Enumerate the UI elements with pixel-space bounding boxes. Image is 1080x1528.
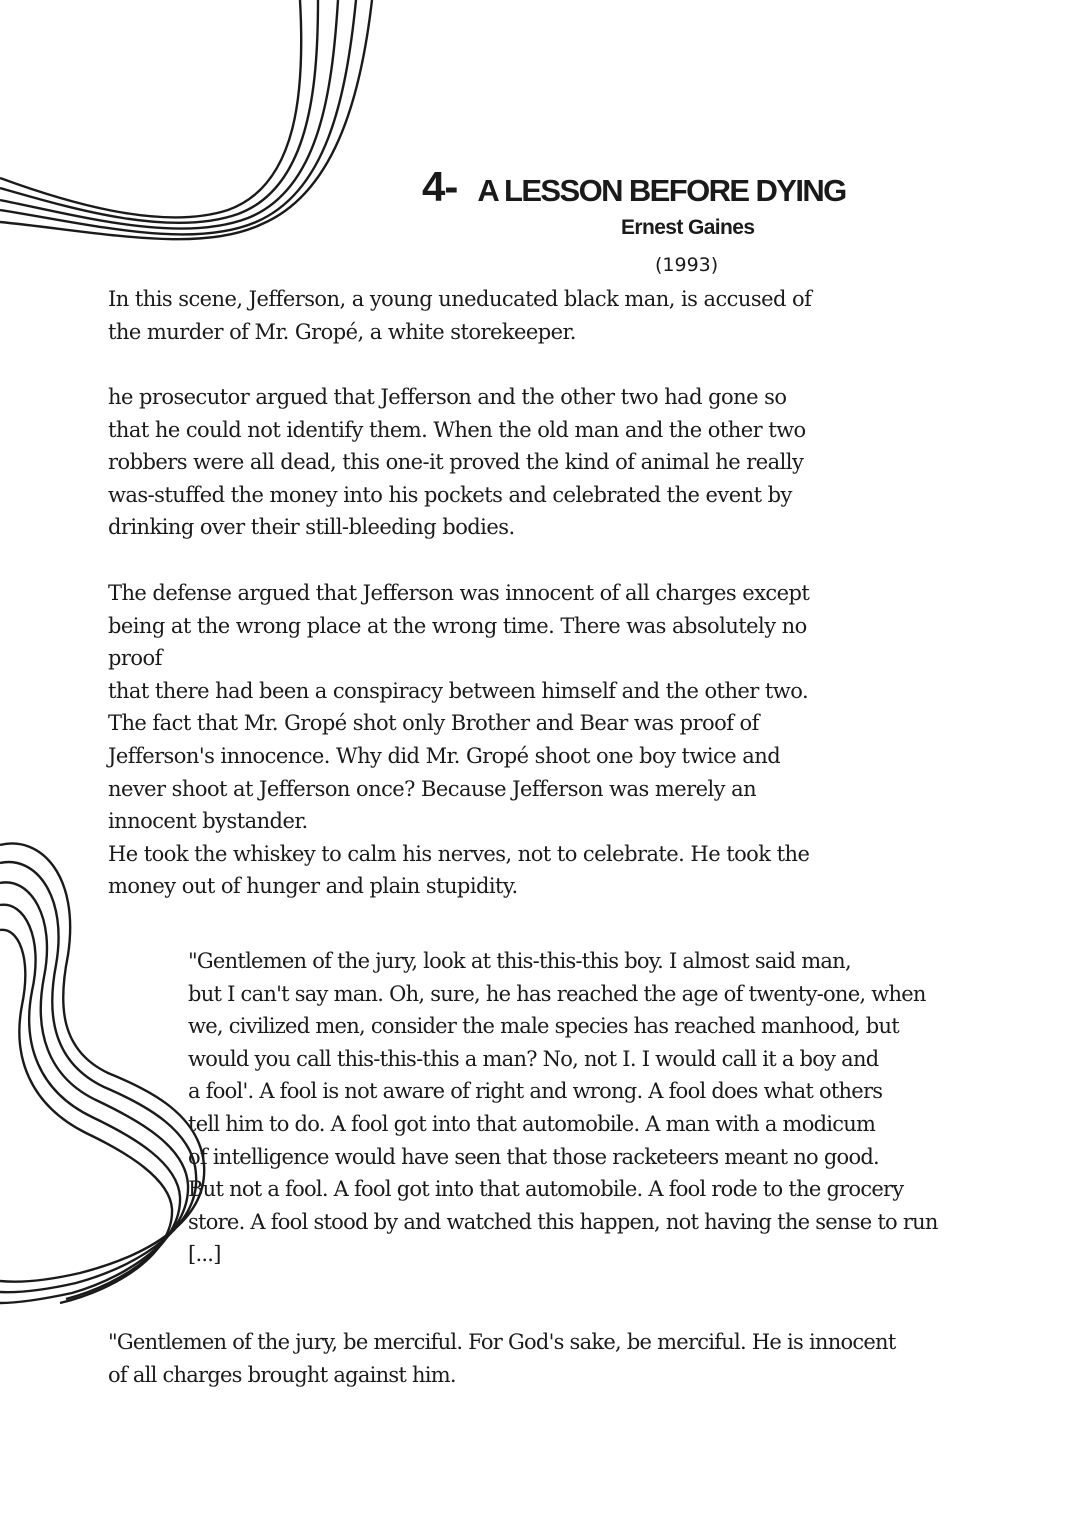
text-line: The fact that Mr. Gropé shot only Brother and Bear was proof of	[108, 711, 759, 736]
chapter-number: 4-	[422, 163, 458, 210]
text-line: Jefferson's innocence. Why did Mr. Gropé shoot one boy twice and	[108, 743, 781, 768]
text-line: money out of hunger and plain stupidity.	[108, 874, 518, 899]
text-line: In this scene, Jefferson, a young uneducated black man, is accused of	[108, 287, 812, 311]
text-line: "Gentlemen of the jury, be merciful. For God's sake, be merciful. He is innocent	[108, 1330, 896, 1354]
text-line: drinking over their still-bleeding bodies.	[108, 515, 515, 540]
text-line: the murder of Mr. Gropé, a white storekeeper.	[108, 319, 576, 344]
text-line: store. A fool stood by and watched this happen, not having the sense to run	[188, 1209, 938, 1234]
text-line: The defense argued that Jefferson was innocent of all charges except	[108, 581, 810, 605]
text-line: [...]	[188, 1242, 221, 1267]
text-line: but I can't say man. Oh, sure, he has reached the age of twenty-one, when	[188, 981, 926, 1006]
text-line: a fool'. A fool is not aware of right and wrong. A fool does what others	[188, 1079, 883, 1104]
top-swirl-decoration	[0, 0, 380, 260]
text-line: was-stuffed the money into his pockets and celebrated the event by	[108, 482, 792, 507]
text-line: "Gentlemen of the jury, look at this-this-this boy. I almost said man,	[188, 949, 851, 973]
text-line: never shoot at Jefferson once? Because Jefferson was merely an	[108, 776, 757, 801]
text-line: He took the whiskey to calm his nerves, not to celebrate. He took the	[108, 841, 810, 866]
prosecutor-quote	[188, 945, 938, 1271]
title-block	[422, 163, 846, 211]
intro-paragraph	[108, 283, 811, 348]
text-line: we, civilized men, consider the male species has reached manhood, but	[188, 1014, 899, 1039]
text-line: he prosecutor argued that Jefferson and the other two had gone so	[108, 385, 787, 409]
prosecutor-paragraph	[108, 381, 806, 544]
text-line: innocent bystander.	[108, 809, 308, 834]
text-line: proof	[108, 646, 162, 671]
defense-paragraph	[108, 577, 809, 903]
text-line: of intelligence would have seen that those racketeers meant no good.	[188, 1144, 879, 1169]
text-line: that he could not identify them. When the old man and the other two	[108, 417, 806, 442]
text-line: that there had been a conspiracy between himself and the other two.	[108, 678, 809, 703]
publication-year: (1993)	[655, 254, 719, 276]
defense-quote	[108, 1326, 896, 1391]
text-line: being at the wrong place at the wrong time. There was absolutely no	[108, 613, 807, 638]
text-line: But not a fool. A fool got into that automobile. A fool rode to the grocery	[188, 1177, 904, 1202]
text-line: would you call this-this-this a man? No, not I. I would call it a boy and	[188, 1046, 879, 1071]
text-line: of all charges brought against him.	[108, 1362, 456, 1387]
text-line: robbers were all dead, this one-it proved the kind of animal he really	[108, 450, 804, 475]
text-line: tell him to do. A fool got into that automobile. A man with a modicum	[188, 1111, 876, 1136]
chapter-title: A LESSON BEFORE DYING	[477, 173, 846, 208]
author-name: Ernest Gaines	[621, 216, 755, 239]
